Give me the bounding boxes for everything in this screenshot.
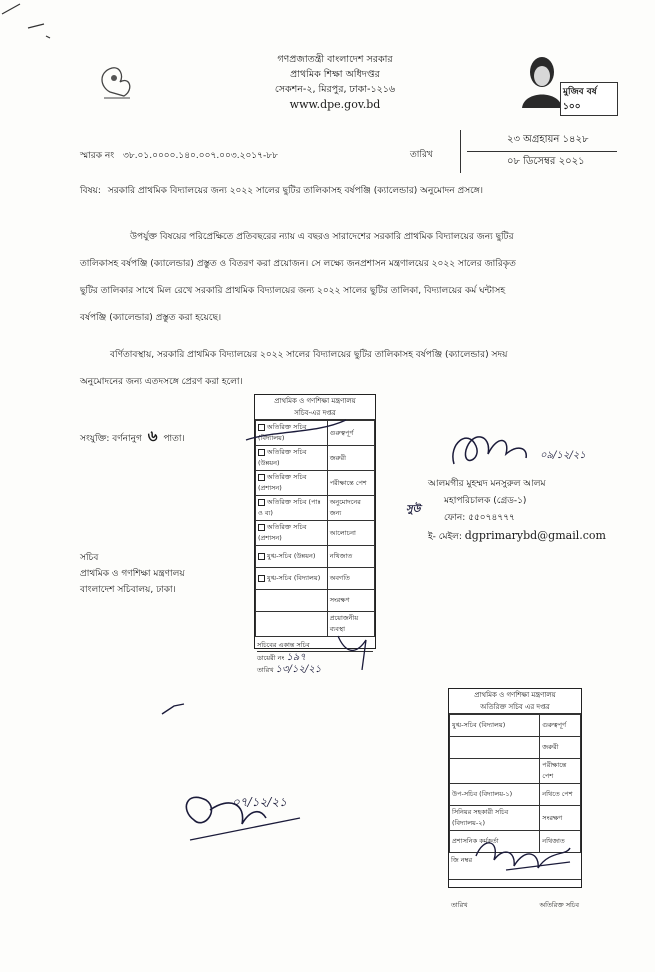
stamp2-cell: প্রশাসনিক কর্মকর্তা [450, 831, 540, 853]
stamp1-cell: জরুরী [327, 446, 374, 471]
memo-line [80, 148, 278, 163]
diary-date: ১৩/১২/২১ [275, 664, 322, 675]
subject-line [80, 183, 600, 198]
signature-date: ০৯/১২/২১ [540, 450, 586, 461]
date-label: তারিখ [410, 150, 433, 160]
email-address: dgprimarybd@gmail.com [464, 529, 606, 542]
corner-pen-mark [0, 0, 60, 45]
stamp2-cell: নথিজাত [540, 831, 581, 853]
dept-address: সেকশন-২, মিরপুর, ঢাকা-১২১৬ [274, 84, 396, 95]
stamp2-cell: পরীক্ষান্তে পেশ [540, 759, 581, 784]
stamp2-cell: সিনিয়র সহকারী সচিব (বিদ্যালয়-২) [450, 806, 540, 831]
table-row [450, 759, 581, 784]
dept-name: প্রাথমিক শিক্ষা অধিদপ্তর [290, 69, 380, 80]
stamp2-footer-right: অতিরিক্ত সচিব [539, 901, 579, 909]
stamp2-footer-left: তারিখ [451, 901, 468, 909]
bottom-left-handwriting [150, 700, 310, 860]
letterhead [190, 52, 480, 112]
stamp1-cell: অতিরিক্ত সচিব (পাঃ ও ব্য) [258, 498, 321, 517]
date-english: ০৮ ডিসেম্বর ২০২১ [507, 156, 585, 167]
paragraph-2 [80, 342, 620, 396]
stamp2-title: প্রাথমিক ও গণশিক্ষা মন্ত্রণালয় [474, 691, 556, 699]
table-row [450, 784, 581, 806]
enclosure-unit: পাতা। [163, 434, 185, 444]
recipient-ministry: প্রাথমিক ও গণশিক্ষা মন্ত্রণালয় [80, 569, 185, 579]
stamp1-cell: অতিরিক্ত সচিব (প্রশাসন) [258, 473, 307, 492]
stamp2-cell [450, 759, 540, 784]
enclosure-count: ৬ [147, 427, 158, 445]
stamp2-cell: উপ-সচিব (বিদ্যালয়-১) [450, 784, 540, 806]
recipient-block [80, 550, 185, 598]
para1-line: উপর্যুক্ত বিষয়ের পরিপ্রেক্ষিতে প্রতিবছরের ন্যায় এ বছরও সারাদেশের সরকারি প্রাথমিক বিদ্যালয়ের জন্য ছুটির [130, 232, 514, 242]
stamp1-footer-2: ডায়েরী নং [257, 654, 285, 662]
memo-number: ৩৮.০১.০০০০.১৪০.০০৭.০০৩.২০১৭-৮৮ [123, 151, 278, 161]
initial-mark: সুউ [406, 504, 421, 515]
dpe-logo [90, 62, 142, 104]
stamp2-cell [450, 737, 540, 759]
para1-line: তালিকাসহ বর্ষপঞ্জি (ক্যালেন্ডার) প্রস্তুত ও বিতরণ করা প্রয়োজন। সে লক্ষ্যে জনপ্রশাসন মন্ত্রণালয়ের ২০২২ সালের জারিকৃত [80, 259, 516, 269]
govt-name: গণপ্রজাতন্ত্রী বাংলাদেশ সরকার [277, 54, 393, 65]
signature-block [428, 476, 606, 546]
mujib-logo-text: মুজিব বর্ষ ১০০ [560, 82, 618, 116]
stamp1-cell: গুরুত্বপূর্ণ [327, 421, 374, 446]
stamp2-cell: গুরুত্বপূর্ণ [540, 715, 581, 737]
diary-number: ১৯৭ [286, 652, 306, 663]
stamp1-cell: সংরক্ষণ [327, 590, 374, 612]
stamp1-subtitle: সচিব-এর দপ্তর [255, 407, 375, 420]
portrait-icon [518, 52, 566, 108]
stamp2-cell: জরুরী [540, 737, 581, 759]
stamp2-subtitle: অতিরিক্ত সচিব এর দপ্তর [449, 701, 581, 714]
stamp1-footer-1: সচিবের একান্ত সচিব [257, 639, 373, 652]
stamp1-cell: অতিরিক্ত সচিব (উন্নয়ন) [258, 448, 307, 467]
dept-website: www.dpe.gov.bd [289, 98, 381, 111]
date-block [460, 130, 617, 173]
paragraph-1 [80, 224, 620, 332]
enclosure [80, 425, 185, 450]
stamp1-cell: পরীক্ষান্তে পেশ [327, 471, 374, 496]
stamp2-cell: যুগ্ম-সচিব (বিদ্যালয়) [450, 715, 540, 737]
table-row [450, 715, 581, 737]
stamp1-cell: যুগ্ম-সচিব (বিদ্যালয়) [267, 574, 321, 582]
stamp2-cell: সংরক্ষণ [540, 806, 581, 831]
stamp1-cell: অবগতি [327, 568, 374, 590]
stamp1-cell: নথিজাত [327, 546, 374, 568]
stamp1-footer-3: তারিখ [257, 666, 274, 674]
subject-text: সরকারি প্রাথমিক বিদ্যালয়ের জন্য ২০২২ সালের ছুটির তালিকাসহ বর্ষপঞ্জি (ক্যালেন্ডার) অনুমোদন প্রসঙ্গে। [107, 186, 483, 196]
table-row [450, 737, 581, 759]
signatory-name: আলমগীর মুহম্মদ মনসুরুল আলম [428, 479, 546, 489]
signatory-designation: মহাপরিচালক (গ্রেড-১) [444, 496, 527, 506]
handwritten-strike-mark [236, 400, 396, 670]
stamp1-cell: অনুমোদনের জন্য [327, 496, 374, 521]
stamp2-cell: নথিতে পেশ [540, 784, 581, 806]
recipient-address: বাংলাদেশ সচিবালয়, ঢাকা। [80, 585, 176, 595]
para1-line: বর্ষপঞ্জি (ক্যালেন্ডার) প্রস্তুত করা হয়েছে। [80, 313, 222, 323]
stamp1-cell: আলোচনা [327, 521, 374, 546]
stamp2-note: জি নম্বর [449, 853, 581, 880]
stamp1-cell: প্রয়োজনীয় ব্যবস্থা [327, 612, 374, 637]
phone-number: ৫৫০৭৪৭৭৭ [468, 513, 515, 523]
stamp1-cell: যুগ্ম-সচিব (উন্নয়ন) [267, 552, 316, 560]
date-bangla: ২৩ অগ্রহায়ন ১৪২৮ [467, 130, 617, 152]
bottom-handwritten-date: ০৭/১২/২১ [232, 795, 287, 809]
subject-label: বিষয়: [80, 186, 101, 196]
stamp2-footer [449, 898, 581, 913]
phone-label: ফোন: [444, 513, 466, 523]
stamp2-signature-scrawl [470, 826, 580, 876]
mujib-borsho-logo [518, 52, 618, 112]
stamp1-cell: অতিরিক্ত সচিব (বিদ্যালয়) [258, 423, 307, 442]
stamp1-cell: অতিরিক্ত সচিব (প্রশাসন) [258, 523, 307, 542]
memo-label: স্মারক নং [80, 151, 115, 161]
para2-line: অনুমোদনের জন্য এতদসঙ্গে প্রেরণ করা হলো। [80, 377, 243, 387]
enclosure-label: সংযুক্তি: বর্ণনানুগ [80, 434, 142, 444]
para1-line: ছুটির তালিকার সাথে মিল রেখে সরকারি প্রাথমিক বিদ্যালয়ের জন্য ২০২২ সালের ছুটির তালিকা, বিদ্যালয়ের কর্ম ঘন্টাসহ [80, 286, 506, 296]
email-label: ই- মেইল: [428, 532, 462, 542]
para2-line: বর্ণিতাবস্থায়, সরকারি প্রাথমিক বিদ্যালয়ের ২০২২ সালের বিদ্যালয়ের ছুটির তালিকাসহ বর্ষপঞ্জি (ক্যালেন্ডার) সদয় [110, 350, 508, 360]
recipient-title: সচিব [80, 553, 99, 563]
stamp1-title: প্রাথমিক ও গণশিক্ষা মন্ত্রণালয় [274, 397, 356, 405]
